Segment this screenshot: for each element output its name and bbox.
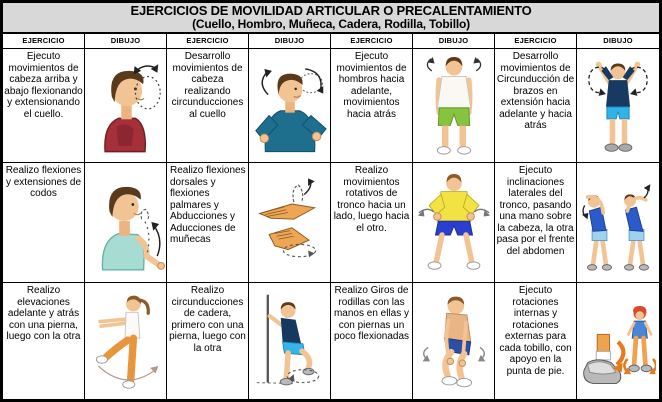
drawing-cell: [249, 49, 331, 163]
exercise-cell: Ejecuto movimientos de cabeza arriba y abajo flexionando y extensionando el cuello.: [3, 49, 85, 163]
wrist-flexion-abduction-drawing: [252, 175, 328, 271]
drawing-cell: [85, 49, 167, 163]
drawing-cell: [85, 283, 167, 399]
page-subtitle: (Cuello, Hombro, Muñeca, Cadera, Rodilla, Tobillo): [192, 17, 470, 31]
elbow-flexion-drawing: [87, 173, 165, 273]
drawing-cell: [577, 163, 659, 283]
exercise-cell: Realizo elevaciones adelante y atrás con una pierna, luego con la otra: [3, 283, 85, 399]
ankle-rotation-drawing: [580, 289, 656, 393]
column-header-dibujo-3: DIBUJO: [413, 34, 495, 48]
exercise-cell: Desarrollo movimientos de cabeza realizando circunducciones al cuello: [167, 49, 249, 163]
exercise-cell: Realizo Giros de rodillas con las manos en ellas y con piernas un poco flexionadas: [331, 283, 413, 399]
exercise-cell: Ejecuto inclinaciones laterales del tronco, pasando una mano sobre la cabeza, la otra pasa por el frente del abdomen: [495, 163, 577, 283]
column-header-dibujo-2: DIBUJO: [249, 34, 331, 48]
exercise-cell: Realizo flexiones y extensiones de codos: [3, 163, 85, 283]
drawing-cell: [85, 163, 167, 283]
hip-circumduction-drawing: [253, 289, 327, 393]
column-header-row: [3, 34, 659, 49]
drawing-cell: [413, 283, 495, 399]
exercise-cell: Ejecuto movimientos de hombros hacia adelante, movimientos hacia atrás: [331, 49, 413, 163]
drawing-cell: [249, 283, 331, 399]
column-header-dibujo-1: DIBUJO: [85, 34, 167, 48]
arm-circumduction-drawing: [581, 55, 655, 157]
column-header-ejercicio-3: EJERCICIO: [331, 34, 413, 48]
neck-circumduction-drawing: [252, 58, 328, 154]
exercise-cell: Realizo circunducciones de cadera, primero con una pierna, luego con la otra: [167, 283, 249, 399]
leg-elevation-drawing: [89, 289, 163, 393]
drawing-cell: [249, 163, 331, 283]
trunk-rotation-drawing: [417, 172, 491, 274]
drawing-cell: [413, 49, 495, 163]
column-header-ejercicio-4: EJERCICIO: [495, 34, 577, 48]
page-title: EJERCICIOS DE MOVILIDAD ARTICULAR O PRECALENTAMIENTO: [130, 3, 532, 18]
trunk-lateral-inclination-drawing: [581, 172, 655, 274]
exercise-cell: Realizo flexiones dorsales y flexiones palmares y Abducciones y Aducciones de muñecas: [167, 163, 249, 283]
column-header-ejercicio-1: EJERCICIO: [3, 34, 85, 48]
exercise-cell: Ejecuto rotaciones internas y rotaciones externas para cada tobillo, con apoyo en la punta de pie.: [495, 283, 577, 399]
drawing-cell: [577, 49, 659, 163]
title-band: [3, 3, 659, 34]
column-header-ejercicio-2: EJERCICIO: [167, 34, 249, 48]
head-flexion-extension-drawing: [88, 58, 164, 154]
column-header-dibujo-4: DIBUJO: [603, 36, 633, 45]
exercise-grid: [3, 49, 659, 399]
knee-circles-drawing: [417, 289, 491, 393]
drawing-cell: [577, 283, 659, 399]
drawing-cell: [413, 163, 495, 283]
exercise-cell: Desarrollo movimientos de Circunducción de brazos en extensión hacia adelante y hacia atrás: [495, 49, 577, 163]
exercise-cell: Realizo movimientos rotativos de tronco hacia un lado, luego hacia el otro.: [331, 163, 413, 283]
shoulder-forward-backward-drawing: [417, 55, 491, 157]
